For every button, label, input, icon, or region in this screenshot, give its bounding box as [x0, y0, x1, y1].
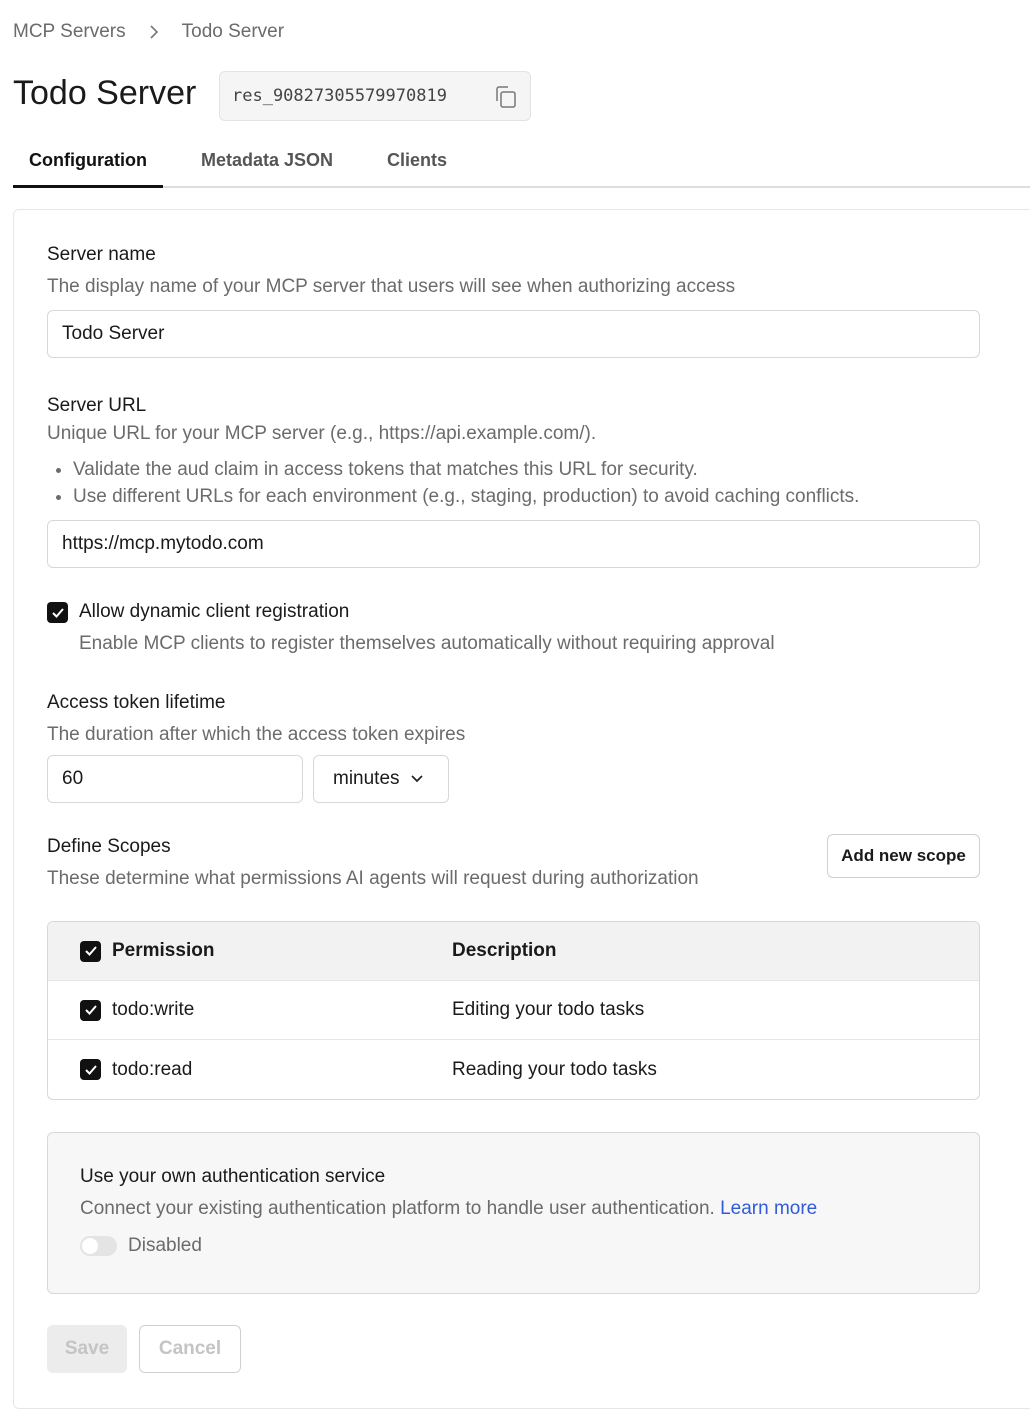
- toggle-label: Disabled: [128, 1235, 202, 1256]
- auth-service-help: Connect your existing authentication platform to handle user authentication.: [80, 1198, 715, 1219]
- resource-id-box: [219, 71, 531, 121]
- scope-permission: todo:read: [112, 1058, 193, 1080]
- scope-permission: todo:write: [112, 999, 195, 1020]
- chevron-down-icon: [410, 774, 424, 784]
- scope-description: Reading your todo tasks: [452, 1058, 657, 1080]
- token-lifetime-label: Access token lifetime: [47, 692, 226, 713]
- dynamic-registration-checkbox[interactable]: [47, 602, 68, 623]
- save-button[interactable]: Save: [47, 1325, 127, 1373]
- select-all-checkbox[interactable]: [80, 941, 101, 962]
- copy-icon[interactable]: [492, 84, 518, 110]
- server-url-input[interactable]: https://mcp.mytodo.com: [47, 520, 980, 568]
- tab-metadata-json[interactable]: Metadata JSON: [200, 150, 334, 170]
- scopes-label: Define Scopes: [47, 836, 171, 857]
- cancel-button[interactable]: Cancel: [139, 1325, 241, 1373]
- breadcrumb: [13, 21, 284, 43]
- server-url-help: Unique URL for your MCP server (e.g., https://api.example.com/).: [47, 423, 597, 444]
- column-permission: Permission: [112, 940, 215, 961]
- tab-configuration[interactable]: Configuration: [13, 140, 163, 188]
- token-unit-value: minutes: [333, 768, 400, 789]
- scope-description: Editing your todo tasks: [452, 999, 645, 1020]
- table-header: [48, 922, 979, 981]
- breadcrumb-mcp-servers[interactable]: MCP Servers: [13, 21, 126, 42]
- scope-checkbox[interactable]: [80, 1059, 101, 1080]
- scopes-table: [47, 921, 980, 1100]
- check-icon: [84, 1063, 98, 1077]
- check-icon: [51, 606, 65, 620]
- check-icon: [84, 944, 98, 958]
- tab-clients[interactable]: Clients: [387, 150, 448, 170]
- resource-id: res_90827305579970819: [232, 86, 447, 106]
- server-name-input[interactable]: Todo Server: [47, 310, 980, 358]
- table-row: [48, 981, 979, 1040]
- chevron-right-icon: [148, 24, 160, 40]
- scopes-help: These determine what permissions AI agents will request during authorization: [47, 868, 699, 889]
- auth-service-card: [47, 1132, 980, 1294]
- token-lifetime-input[interactable]: 60: [47, 755, 303, 803]
- auth-service-title: Use your own authentication service: [80, 1166, 386, 1187]
- token-unit-select[interactable]: [313, 755, 449, 803]
- scope-checkbox[interactable]: [80, 1000, 101, 1021]
- table-row: [48, 1040, 979, 1099]
- bullet-item: • Use different URLs for each environment (e.g., staging, production) to avoid caching conflicts.: [73, 483, 859, 510]
- configuration-panel: [13, 209, 1030, 1409]
- page-title: Todo Server: [13, 74, 197, 112]
- breadcrumb-current: Todo Server: [181, 21, 285, 42]
- tabs: [13, 140, 1030, 188]
- add-new-scope-button[interactable]: Add new scope: [827, 834, 980, 878]
- auth-service-toggle[interactable]: [80, 1236, 117, 1256]
- server-name-help: The display name of your MCP server that users will see when authorizing access: [47, 276, 736, 297]
- server-name-label: Server name: [47, 244, 156, 265]
- bullet-item: • Validate the aud claim in access tokens that matches this URL for security.: [73, 456, 859, 483]
- check-icon: [84, 1003, 98, 1017]
- dynamic-registration-label: Allow dynamic client registration: [79, 601, 350, 622]
- auth-service-help-line: [80, 1198, 817, 1220]
- token-lifetime-help: The duration after which the access token expires: [47, 724, 466, 745]
- learn-more-link[interactable]: Learn more: [720, 1198, 818, 1219]
- column-description: Description: [452, 940, 557, 961]
- server-url-bullets: [47, 456, 859, 510]
- server-url-label: Server URL: [47, 395, 147, 416]
- dynamic-registration-help: Enable MCP clients to register themselves automatically without requiring approval: [79, 633, 775, 654]
